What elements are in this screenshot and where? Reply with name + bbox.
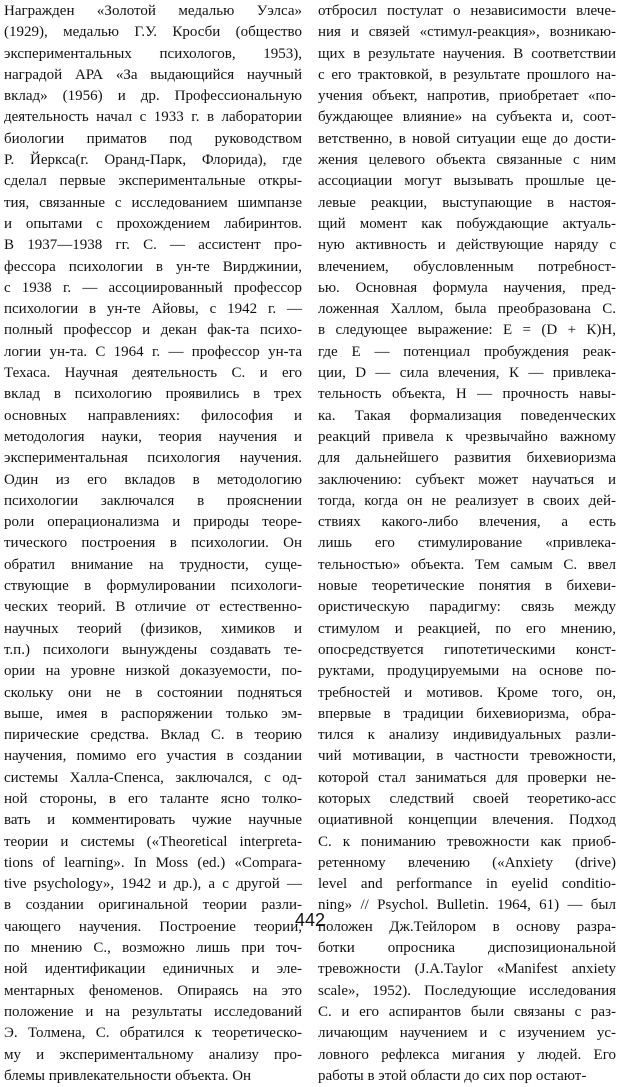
- text-line: научения, помимо его участия в создании: [4, 748, 302, 765]
- text-line: Награжден «Золотой медалью Уэлса»: [4, 3, 302, 19]
- text-line: деятельность начал с 1933 г. в лаборатории: [4, 109, 302, 126]
- text-line: тельностью» объекта. Тем самым С. ввел: [318, 556, 616, 573]
- text-line: тия, связанные с исследованием шимпанзе: [4, 194, 302, 211]
- text-line: где Е — потенциал пробуждения реак-: [318, 343, 616, 360]
- text-line: тился к анализу индивидуальных разли-: [318, 727, 616, 744]
- text-line: вать и комментировать чужие научные: [4, 812, 302, 829]
- text-line: биологии приматов под руководством: [4, 130, 302, 147]
- text-line: основных направлениях: философия и: [4, 407, 302, 424]
- text-line: ретенному влечению («Anxiety (drive): [318, 854, 616, 871]
- text-line: по мнению С., возможно лишь при точ-: [4, 940, 302, 957]
- text-line: полный профессор и декан фак-та психо-: [4, 322, 302, 339]
- text-line: ную активность и действующие наряду с: [318, 237, 616, 254]
- page-number: 442: [294, 910, 326, 930]
- text-line: тельность объекта, Н — прочность навы-: [318, 386, 616, 403]
- text-line: ловного рефлекса мигания у людей. Его: [318, 1046, 616, 1063]
- text-line: сделал первые экспериментальные откры-: [4, 173, 302, 190]
- text-line: левые реакции, выступающие в настоя-: [318, 194, 616, 211]
- text-line: научных теорий (физиков, химиков и: [4, 620, 302, 637]
- text-line: руктами, продуцируемыми на основе по-: [318, 663, 616, 680]
- text-line: Р. Йеркса(г. Оранд-Парк, Флорида), где: [4, 152, 302, 169]
- text-line: методология науки, теория научения и: [4, 428, 302, 445]
- text-line: логии ун-та. С 1964 г. — профессор ун-та: [4, 343, 302, 360]
- text-line: ористическую парадигму: связь между: [318, 599, 616, 616]
- text-line: для дальнейшего развития бихевиоризма: [318, 450, 616, 467]
- text-line: ствиях какого-либо влечения, а есть: [318, 514, 616, 531]
- text-line: жения целевого объекта связанные с ним: [318, 152, 616, 169]
- text-line: му и экспериментальному анализу про-: [4, 1046, 302, 1063]
- text-line: level and performance in eyelid conditio-: [318, 876, 616, 893]
- text-line: впервые в традиции бихевиоризма, обра-: [318, 705, 616, 722]
- text-line: ью. Основная формула научения, пред-: [318, 279, 616, 296]
- text-line: (1929), медалью Г.У. Кросби (общество: [4, 24, 302, 41]
- text-line: ассоциации могут вызывать прошлые це-: [318, 173, 616, 190]
- text-line: в создании оригинальной теории разли-: [4, 897, 302, 914]
- text-line: С. и его аспирантов были связаны с раз-: [318, 1003, 616, 1020]
- text-line: щих в результате научения. В соответствии: [318, 45, 616, 62]
- text-line: теории и системы («Theoretical interpreta-: [4, 833, 302, 850]
- text-line: вклад» (1956) и др. Профессиональную: [4, 88, 302, 105]
- text-line: обратил внимание на трудности, суще-: [4, 556, 302, 573]
- text-line: ной стороны, в его таланте ясно толко-: [4, 790, 302, 807]
- text-line: которой стал заниматься для проверки не-: [318, 769, 616, 786]
- text-line: системы Халла-Спенса, заключался, с од-: [4, 769, 302, 786]
- text-line: т.п.) психологи вынуждены создавать те-: [4, 641, 302, 658]
- text-line: блемы привлекательности объекта. Он: [4, 1067, 252, 1084]
- text-line: заключению: субъект может научаться и: [318, 471, 616, 488]
- text-line: личающим научением и с изучением ус-: [318, 1025, 616, 1042]
- text-line: ветственно, в новой ситуации еще до дости-: [318, 130, 616, 147]
- text-line: scale», 1952). Последующие исследования: [318, 982, 616, 999]
- text-line: Техаса. Научная деятельность С. и его: [4, 365, 302, 382]
- text-line: В 1937—1938 гг. С. — ассистент про-: [4, 237, 302, 254]
- text-line: ментарных феноменов. Опираясь на это: [4, 982, 302, 999]
- text-line: ческих теорий. В отличие от естественно-: [4, 599, 302, 616]
- text-line: работы в этой области до сих пор остают-: [318, 1067, 587, 1084]
- text-line: лишь его стимулирование «привлека-: [318, 535, 616, 552]
- text-line: с его трактовкой, в результате прошлого на-: [318, 66, 616, 83]
- text-line: опосредствуется гипотетическими конст-: [318, 641, 616, 658]
- text-line: фессора психологии в ун-те Вирджинии,: [4, 258, 302, 275]
- text-line: ning» // Psychol. Bulletin. 1964, 61) — был: [318, 897, 616, 914]
- text-line: ка. Такая формализация поведенческих: [318, 407, 616, 424]
- text-line: психологии заключался в прояснении: [4, 492, 302, 509]
- text-line: отбросил постулат о независимости влече-: [318, 3, 616, 19]
- text-line: влечением, обусловленным потребност-: [318, 258, 616, 275]
- text-line: ния и связей «стимул-реакция», возникаю-: [318, 24, 616, 41]
- text-line: ложенная Халлом, была преобразована С.: [318, 301, 616, 318]
- text-line: пирические средства. Вклад С. в теорию: [4, 727, 302, 744]
- text-line: положен Дж.Тейлором в основу разра-: [318, 918, 616, 935]
- text-line: положение и на результаты исследований: [4, 1003, 302, 1020]
- text-line: ной идентификации единичных и эле-: [4, 961, 302, 978]
- text-line: буждающее влияние» на субъекта и, соот-: [318, 109, 616, 126]
- text-line: ботки опросника диспозициональной: [318, 940, 616, 957]
- text-line: ории на уровне низкой доказуемости, по-: [4, 663, 302, 680]
- text-line: чающего научения. Построение теории,: [4, 918, 302, 935]
- text-line: тревожности (J.A.Taylor «Manifest anxiety: [318, 961, 616, 978]
- text-line: Один из его вкладов в методологию: [4, 471, 302, 488]
- text-line: чий мотивации, в частности тревожности,: [318, 748, 616, 765]
- text-line: экспериментальных психологов, 1953),: [4, 45, 302, 62]
- text-line: tions of learning». In Moss (ed.) «Compara-: [4, 854, 302, 871]
- text-line: требностей и мотивов. Кроме того, он,: [318, 684, 616, 701]
- text-line: ствующие в формулировании психологи-: [4, 578, 302, 595]
- text-line: и опытами с прохождением лабиринтов.: [4, 215, 302, 232]
- text-line: тогда, когда он не реализует в своих дей-: [318, 492, 616, 509]
- text-line: реакций привела к чрезвычайно важному: [318, 428, 616, 445]
- text-line: ции, D — сила влечения, К — привлека-: [318, 365, 616, 382]
- text-line: экспериментальная психология научения.: [4, 450, 302, 467]
- text-line: психологии в ун-те Айовы, с 1942 г. —: [4, 301, 302, 318]
- text-line: Э. Толмена, С. обратился к теоретическо-: [4, 1025, 302, 1042]
- text-line: стимулом и реакцией, по его мнению,: [318, 620, 616, 637]
- text-line: С. к пониманию тревожности как приоб-: [318, 833, 616, 850]
- text-line: скольку они не в состоянии подняться: [4, 684, 302, 701]
- text-line: оциативной концепции влечения. Подход: [318, 812, 616, 829]
- text-line: тического построения в психологии. Он: [4, 535, 302, 552]
- text-line: новые теоретические понятия в бихеви-: [318, 578, 616, 595]
- text-line: наградой АРА «За выдающийся научный: [4, 66, 302, 83]
- text-line: вклад в психологию проявились в трех: [4, 386, 302, 403]
- text-line: tive psychology», 1942 и др.), а с другой —: [4, 876, 302, 893]
- text-line: которых следствий своей теоретико-асс: [318, 790, 616, 807]
- text-line: выше, имея в распоряжении только эм-: [4, 705, 302, 722]
- text-line: в следующее выражение: Е = (D + К)Н,: [318, 322, 616, 339]
- text-line: с 1938 г. — ассоциированный профессор: [4, 279, 302, 296]
- text-line: щий момент как побуждающие актуаль-: [318, 215, 616, 232]
- text-line: учения объект, напротив, приобретает «по-: [318, 88, 616, 105]
- text-line: роли операционализма и природы теоре-: [4, 514, 302, 531]
